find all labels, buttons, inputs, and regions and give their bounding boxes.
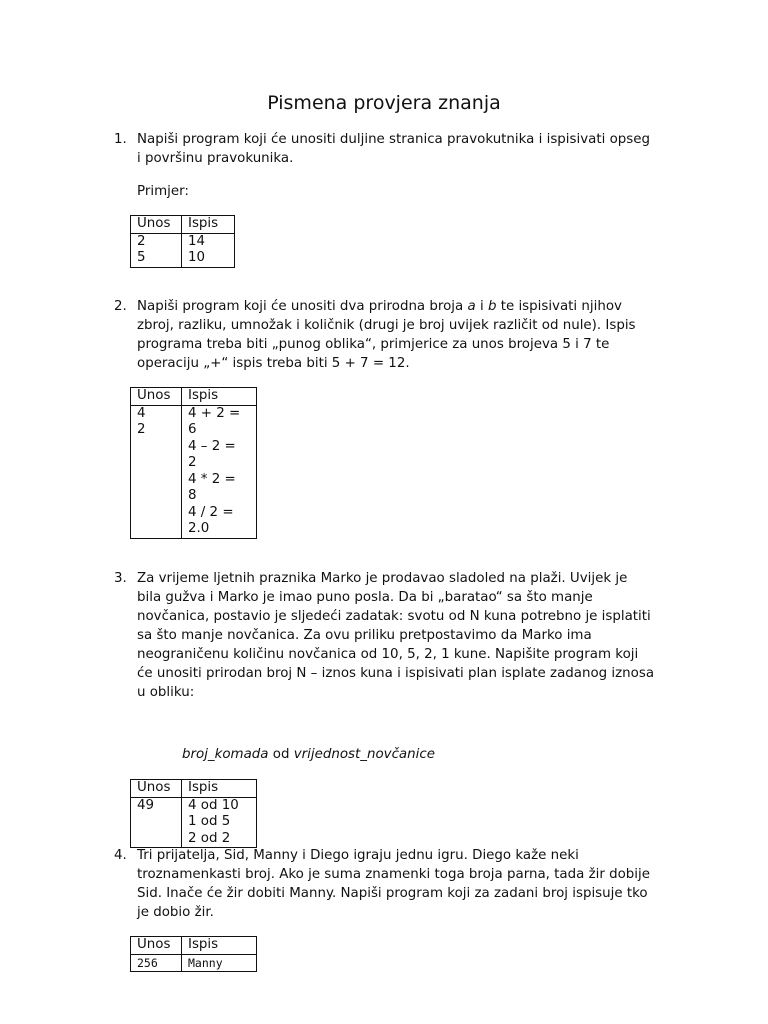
table-cell: 4 * 2 = [188, 471, 236, 487]
table-cell: 49 [137, 797, 155, 813]
q4-output-cell: Manny [182, 954, 257, 972]
table-cell: 2 [137, 422, 146, 437]
table-cell: 2 [188, 455, 197, 470]
q3-output-cell [182, 797, 257, 848]
q4-text [137, 846, 687, 922]
q2-text [137, 297, 687, 373]
q2-line: operaciju „+“ ispis treba biti 5 + 7 = 12. [137, 356, 410, 371]
q3-line: bila gužva i Marko je imao puno posla. Da bi „baratao“ sa što manje [137, 590, 593, 605]
q4-line: Sid. Inače će žir dobiti Manny. Napiši program koji za zadani broj ispisuje tko [137, 886, 648, 901]
q2-number: 2. [114, 299, 127, 314]
q3-line: će unositi prirodan broj N – iznos kuna i ispisivati plan isplate zadanog iznosa [137, 666, 655, 681]
q2-line: zbroj, razliku, umnožak i količnik (drugi je broj uvijek različit od nule). Ispis [137, 318, 636, 333]
q4-line: Tri prijatelja, Sid, Manny i Diego igraju jednu igru. Diego kaže neki [137, 848, 579, 863]
q1-line: i površinu pravokunika. [137, 151, 294, 166]
q2-header-output: Ispis [182, 388, 257, 406]
q2-input-cell [131, 405, 182, 538]
q4-line: je dobio žir. [137, 905, 214, 920]
q3-header-input: Unos [131, 780, 182, 798]
table-cell: 2 [137, 233, 146, 249]
q4-input-cell: 256 [131, 954, 182, 972]
q3-output-format: broj_komada od vrijednost_novčanice [182, 747, 435, 762]
q3-line: Za vrijeme ljetnih praznika Marko je prodavao sladoled na plaži. Uvijek je [137, 571, 628, 586]
table-cell: 2 od 2 [188, 830, 231, 846]
q3-line: sa što manje novčanica. Za ovu priliku pretpostavimo da Marko ima [137, 628, 592, 643]
q2-var-b: b [487, 299, 497, 314]
q2-output-cell [182, 405, 257, 538]
q1-table [130, 215, 235, 268]
q1-example-label: Primjer: [137, 184, 189, 199]
q4-table [130, 936, 257, 972]
q4-number: 4. [114, 848, 127, 863]
table-cell: 5 [137, 250, 146, 265]
table-cell: 8 [188, 488, 197, 503]
q3-format-count: broj_komada [182, 747, 269, 762]
table-cell: 4 [137, 405, 146, 421]
q1-input-cell [131, 233, 182, 267]
q4-header-output: Ispis [182, 937, 257, 955]
q3-input-cell [131, 797, 182, 848]
q2-line: Napiši program koji će unositi dva prirodna broja a i b te ispisivati njihov [137, 299, 622, 314]
q3-number: 3. [114, 571, 127, 586]
table-cell: 10 [188, 250, 206, 265]
table-cell: 4 – 2 = [188, 438, 236, 454]
table-cell: 2.0 [188, 521, 210, 536]
q3-line: novčanica, postavio je sljedeći zadatak: svotu od N kuna potrebno je isplatiti [137, 609, 651, 624]
q3-header-output: Ispis [182, 780, 257, 798]
table-cell: 4 + 2 = [188, 405, 241, 421]
q2-header-input: Unos [131, 388, 182, 406]
q2-var-a: a [467, 299, 476, 314]
q3-text [137, 569, 687, 702]
q3-line: neograničenu količinu novčanica od 10, 5, 2, 1 kune. Napišite program koji [137, 647, 639, 662]
q2-line: programa treba biti „punog oblika“, primjerice za unos brojeva 5 i 7 te [137, 337, 610, 352]
table-cell: 4 / 2 = [188, 504, 234, 520]
table-cell: 6 [188, 422, 197, 437]
q1-header-output: Ispis [182, 216, 235, 234]
q1-header-input: Unos [131, 216, 182, 234]
table-cell: 1 od 5 [188, 814, 231, 829]
q1-number: 1. [114, 132, 127, 147]
table-cell: 4 od 10 [188, 797, 239, 813]
q3-line: u obliku: [137, 685, 195, 700]
q4-line: troznamenkasti broj. Ako je suma znamenki toga broja parna, tada žir dobije [137, 867, 650, 882]
table-cell: 14 [188, 233, 206, 249]
q3-table [130, 779, 257, 848]
q3-format-value: vrijednost_novčanice [293, 747, 435, 762]
q1-line: Napiši program koji će unositi duljine stranica pravokutnika i ispisivati opseg [137, 132, 650, 147]
page-title: Pismena provjera znanja [267, 92, 501, 114]
q4-header-input: Unos [131, 937, 182, 955]
q2-table [130, 387, 257, 539]
q1-text [137, 130, 687, 168]
q1-output-cell [182, 233, 235, 267]
